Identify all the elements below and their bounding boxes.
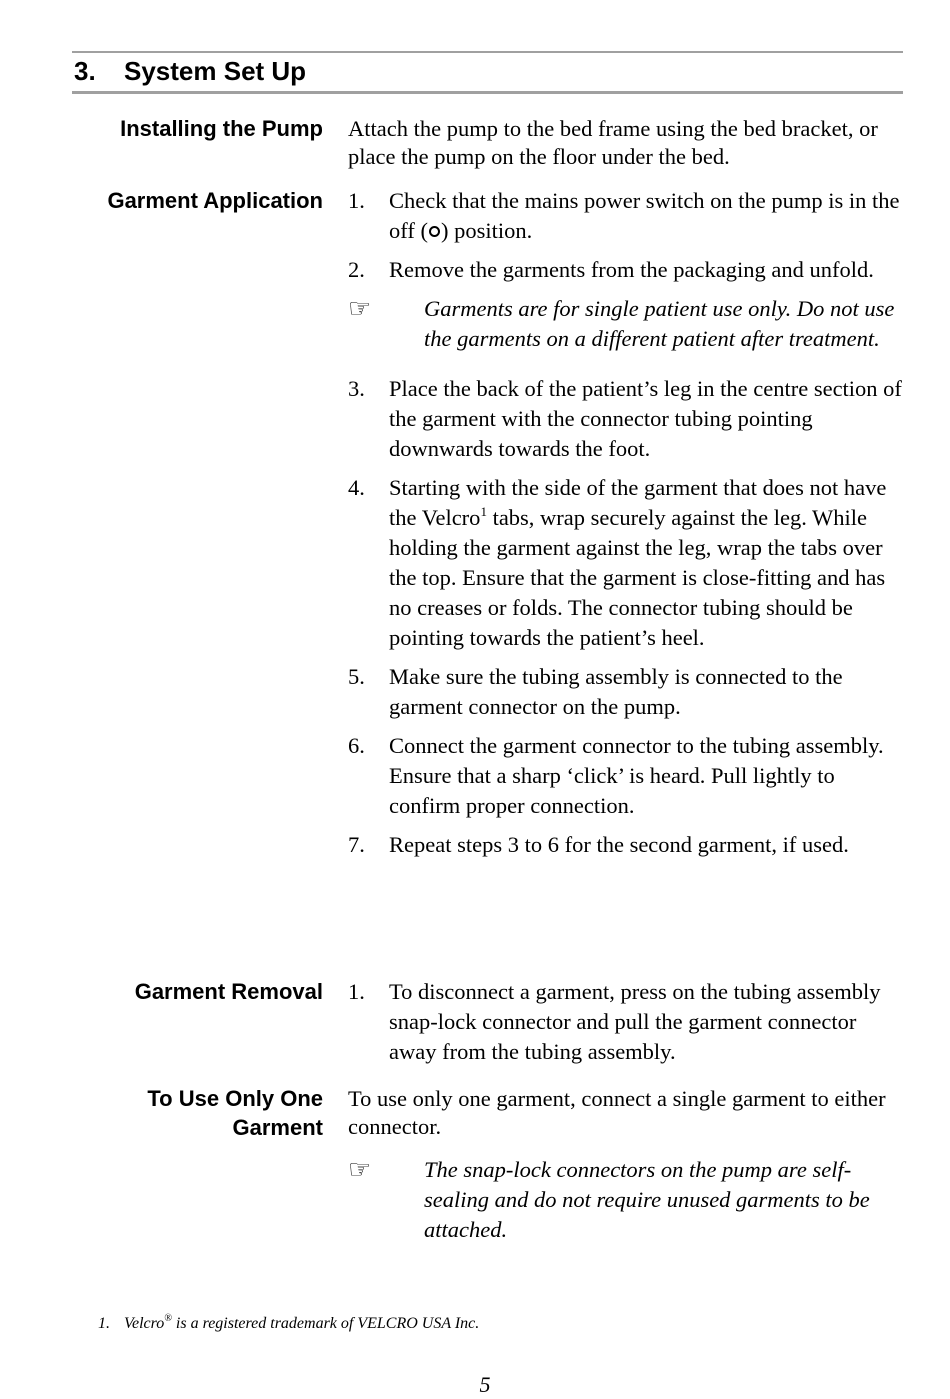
side-heading-removal: Garment Removal: [134, 979, 323, 1004]
side-heading-application: Garment Application: [107, 188, 323, 213]
step-number: 5.: [348, 664, 365, 689]
list-item: 4. Starting with the side of the garment that does not have the Velcro$^1$ tabs, wrap securely against the leg. While holding the garment against the leg, wrap the tabs over the top. Ensure that the garment is close-fitting and has no creases or folds. The connector tubing should be pointing towards the patient’s heel.: [348, 475, 887, 650]
step-number: 7.: [348, 832, 365, 857]
list-item: 3. Place the back of the patient’s leg in the centre section of the garment with the connector tubing pointing downwards towards the foot.: [348, 376, 902, 461]
section-body-application: [348, 186, 904, 869]
pointing-hand-icon: ☞: [348, 294, 372, 323]
step-number: 2.: [348, 257, 365, 282]
chapter-heading: [74, 54, 306, 88]
list-item: 5. Make sure the tubing assembly is connected to the garment connector on the pump.: [348, 664, 843, 719]
step-number: 4.: [348, 475, 365, 500]
list-item: 2. Remove the garments from the packaging and unfold.: [348, 255, 904, 285]
page-number: 5: [479, 1372, 491, 1397]
side-heading-one-garment: To Use Only One Garment: [147, 1086, 323, 1140]
installing-paragraph: Attach the pump to the bed frame using the bed bracket, or place the pump on the floor under the bed.: [348, 116, 878, 169]
footnote-reference: 1: [480, 504, 487, 519]
step-number: 1.: [348, 188, 365, 213]
note-text: The snap-lock connectors on the pump are self-sealing and do not require unused garments to be attached.: [424, 1157, 870, 1242]
registered-mark: ®: [164, 1313, 172, 1324]
note-single-use: [348, 294, 904, 354]
power-off-circle-icon: [429, 226, 440, 237]
footnote: 1. Velcro® is a registered trademark of VELCRO USA Inc.: [98, 1313, 479, 1335]
step-number: 3.: [348, 376, 365, 401]
section-body-installing: [348, 115, 904, 171]
header-rule-bottom: [72, 91, 903, 94]
side-heading-installing: Installing the Pump: [120, 116, 323, 141]
chapter-title: System Set Up: [124, 56, 307, 86]
list-item: 6. Connect the garment connector to the tubing assembly. Ensure that a sharp ‘click’ is heard. Pull lightly to confirm proper connection.: [348, 733, 884, 818]
header-rule-top: [72, 51, 903, 53]
step-number: 6.: [348, 733, 365, 758]
step-number: 1.: [348, 979, 365, 1004]
one-garment-paragraph: To use only one garment, connect a single garment to either connector.: [348, 1086, 886, 1139]
chapter-number: 3.: [74, 56, 96, 86]
note-text: Garments are for single patient use only. Do not use the garments on a different patient after treatment.: [424, 296, 895, 351]
list-item: 1. To disconnect a garment, press on the tubing assembly snap-lock connector and pull the garment connector away from the tubing assembly.: [348, 979, 881, 1064]
note-self-sealing: [348, 1155, 904, 1245]
pointing-hand-icon: ☞: [348, 1155, 372, 1184]
footnote-number: 1.: [98, 1315, 110, 1332]
list-item: 1. Check that the mains power switch on the pump is in the off ( ) position.: [348, 188, 900, 243]
section-body-one-garment: [348, 1085, 904, 1245]
section-body-removal: [348, 977, 904, 1076]
list-item: 7. Repeat steps 3 to 6 for the second garment, if used.: [348, 830, 904, 860]
